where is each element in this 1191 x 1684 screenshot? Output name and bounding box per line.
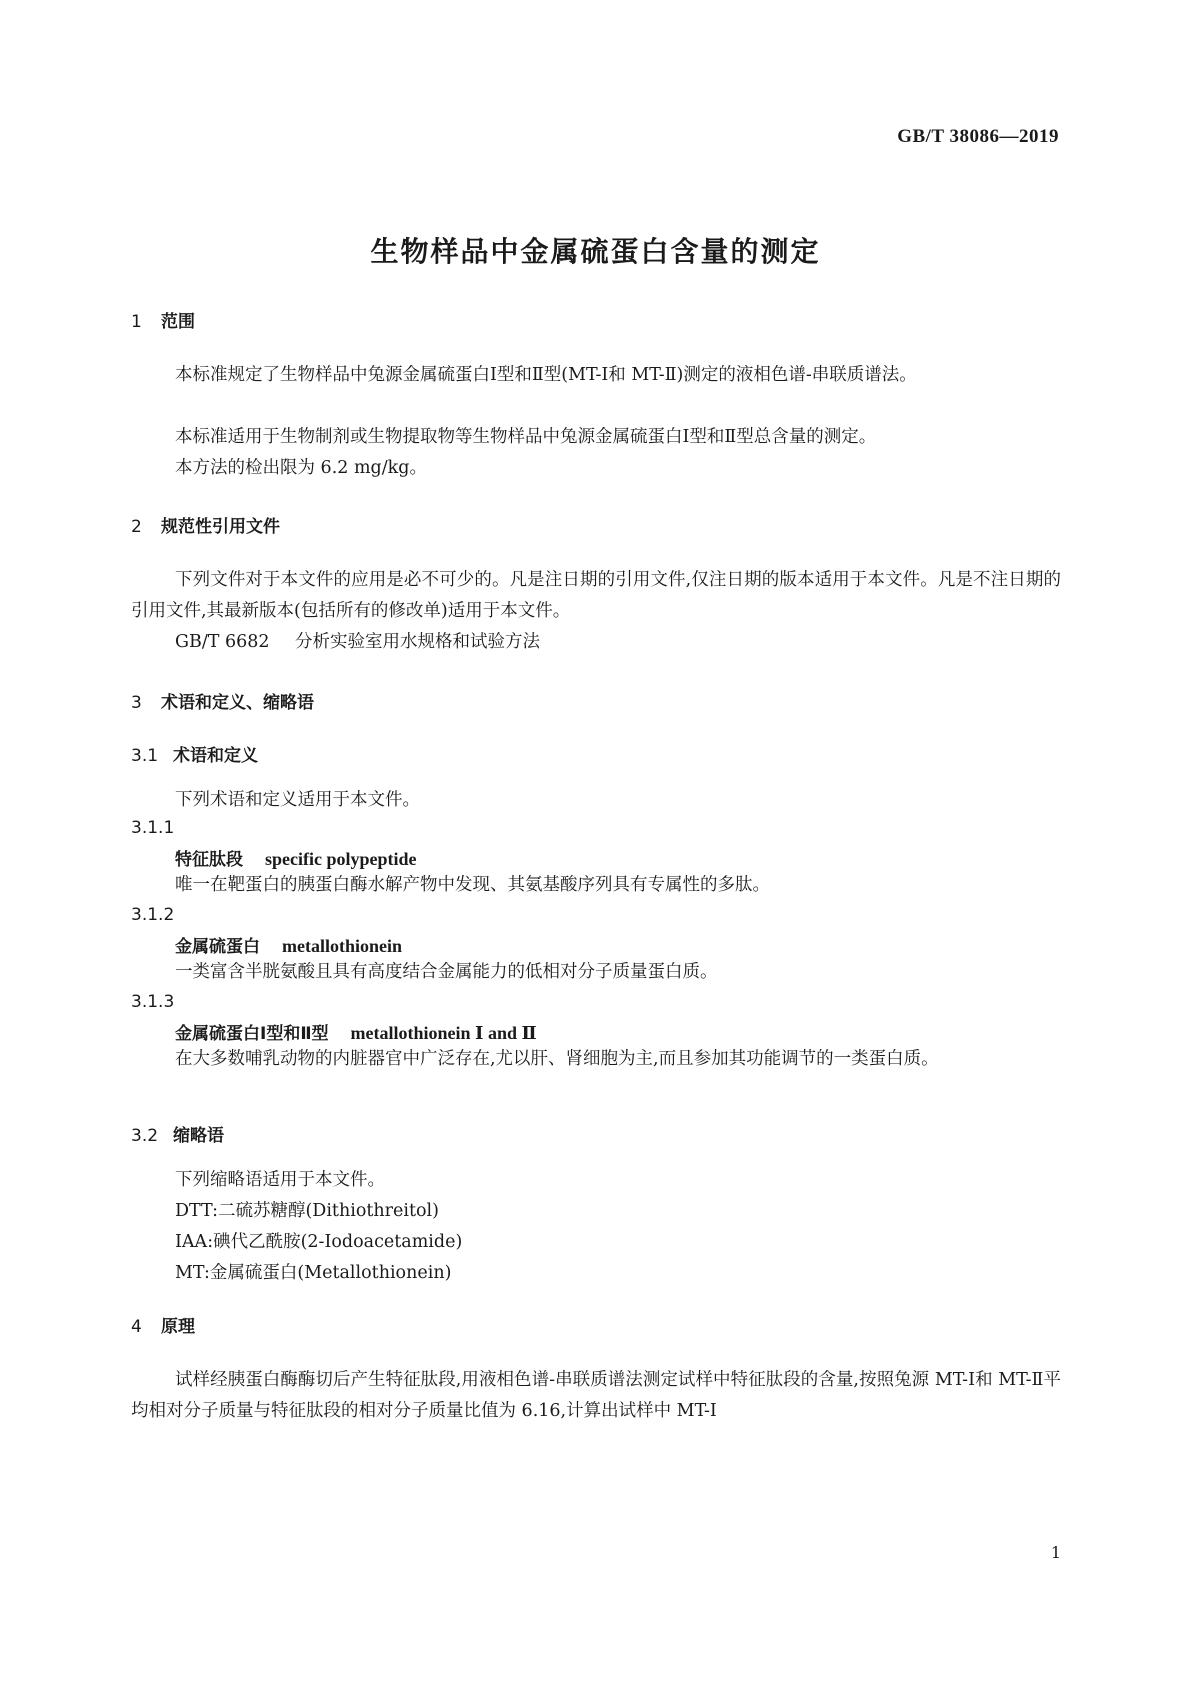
abbreviation-item: MT:金属硫蛋白(Metallothionein) xyxy=(175,1263,452,1283)
term-name-en: metallothionein xyxy=(282,936,402,956)
section-4-heading xyxy=(131,1312,195,1337)
term-name-zh: 特征肽段 xyxy=(175,850,243,870)
section-title: 缩略语 xyxy=(173,1126,224,1146)
section-number: 3.1 xyxy=(131,746,159,766)
page-number: 1 xyxy=(1050,1543,1061,1562)
section-title: 范围 xyxy=(161,312,195,332)
term-name xyxy=(175,932,402,957)
term-name-en: specific polypeptide xyxy=(265,849,417,869)
section-title: 规范性引用文件 xyxy=(161,517,280,537)
term-name-en: metallothionein Ⅰ and Ⅱ xyxy=(350,1023,537,1043)
section-3-1-heading xyxy=(131,741,258,766)
term-definition: 一类富含半胱氨酸且具有高度结合金属能力的低相对分子质量蛋白质。 xyxy=(175,962,718,982)
abbreviation-item: IAA:碘代乙酰胺(2-Iodoacetamide) xyxy=(175,1232,463,1252)
term-name-zh: 金属硫蛋白Ⅰ型和Ⅱ型 xyxy=(175,1024,329,1044)
standard-code: GB/T 38086—2019 xyxy=(897,126,1059,147)
abbreviation-item: DTT:二硫苏糖醇(Dithiothreitol) xyxy=(175,1201,439,1221)
section-2-heading xyxy=(131,512,280,537)
term-name xyxy=(175,1019,537,1044)
term-name xyxy=(175,845,417,870)
section-number: 3.2 xyxy=(131,1126,159,1146)
section-number: 4 xyxy=(131,1317,142,1337)
term-number: 3.1.3 xyxy=(131,992,175,1012)
term-number: 3.1.2 xyxy=(131,905,175,925)
section-number: 1 xyxy=(131,312,142,332)
terms-intro: 下列术语和定义适用于本文件。 xyxy=(175,790,420,810)
section-1-paragraph-2: 本标准适用于生物制剂或生物提取物等生物样品中兔源金属硫蛋白Ⅰ型和Ⅱ型总含量的测定。 xyxy=(175,427,877,447)
section-title: 术语和定义 xyxy=(173,746,258,766)
normative-reference xyxy=(175,627,540,658)
term-number: 3.1.1 xyxy=(131,818,175,838)
section-1-paragraph-3: 本方法的检出限为 6.2 mg/kg。 xyxy=(175,458,427,478)
section-3-heading xyxy=(131,688,314,713)
term-definition: 在大多数哺乳动物的内脏器官中广泛存在,尤以肝、肾细胞为主,而且参加其功能调节的一类蛋白质。 xyxy=(175,1049,939,1069)
term-name-zh: 金属硫蛋白 xyxy=(175,937,260,957)
reference-title: 分析实验室用水规格和试验方法 xyxy=(295,632,540,652)
section-title: 术语和定义、缩略语 xyxy=(161,693,314,713)
section-1-paragraph-1: 本标准规定了生物样品中兔源金属硫蛋白Ⅰ型和Ⅱ型(MT-Ⅰ和 MT-Ⅱ)测定的液相色谱-串联质谱法。 xyxy=(175,365,917,385)
section-number: 2 xyxy=(131,517,142,537)
section-3-2-heading xyxy=(131,1121,224,1146)
abbreviations-intro: 下列缩略语适用于本文件。 xyxy=(175,1170,385,1190)
section-1-heading xyxy=(131,307,195,332)
document-title: 生物样品中金属硫蛋白含量的测定 xyxy=(370,235,821,268)
reference-code: GB/T 6682 xyxy=(175,632,270,652)
section-2-paragraph-1: 下列文件对于本文件的应用是必不可少的。凡是注日期的引用文件,仅注日期的版本适用于本文件。凡是不注日期的引用文件,其最新版本(包括所有的修改单)适用于本文件。 xyxy=(131,570,1061,621)
section-title: 原理 xyxy=(161,1317,195,1337)
term-definition: 唯一在靶蛋白的胰蛋白酶水解产物中发现、其氨基酸序列具有专属性的多肽。 xyxy=(175,875,770,895)
section-number: 3 xyxy=(131,693,142,713)
section-4-paragraph-1: 试样经胰蛋白酶酶切后产生特征肽段,用液相色谱-串联质谱法测定试样中特征肽段的含量,按照兔源 MT-Ⅰ和 MT-Ⅱ平均相对分子质量与特征肽段的相对分子质量比值为 6.16,计算出试样中 MT-Ⅰ xyxy=(131,1370,1061,1421)
